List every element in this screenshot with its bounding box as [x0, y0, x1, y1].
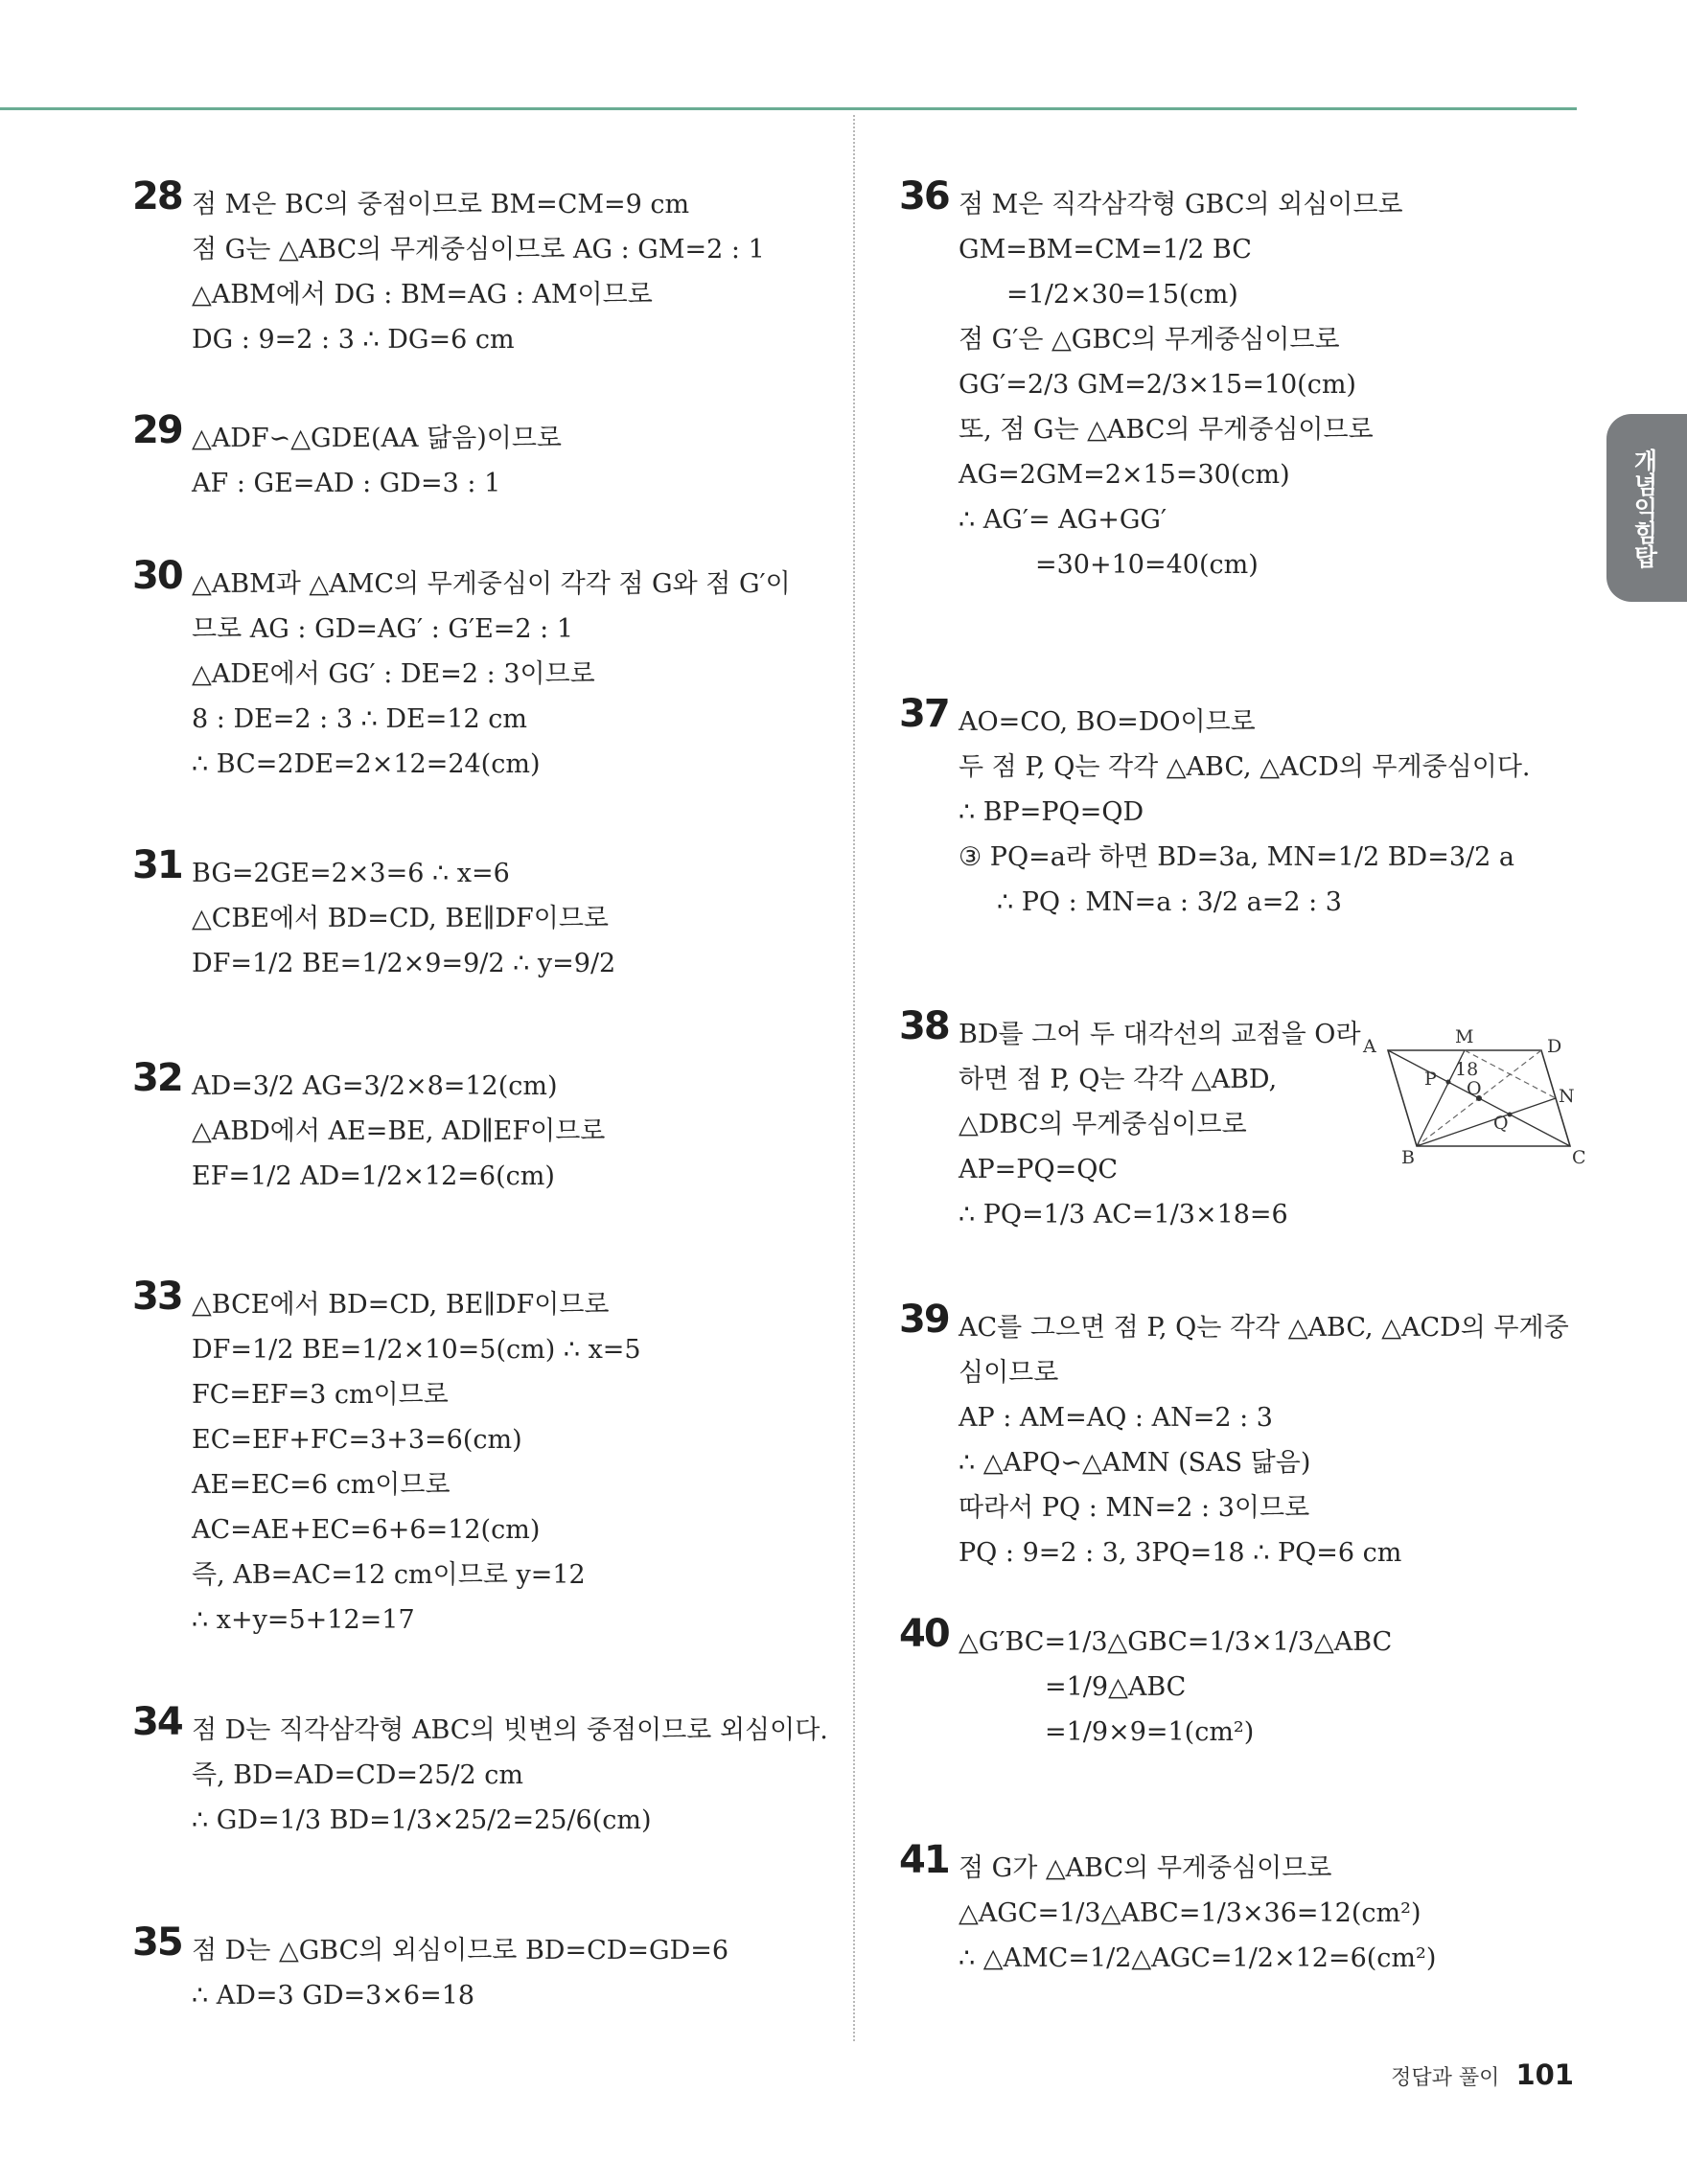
problem-number: 31	[132, 843, 182, 887]
solution-line: 점 D는 직각삼각형 ABC의 빗변의 중점이므로 외심이다.	[192, 1715, 828, 1745]
label-b: B	[1401, 1147, 1415, 1168]
problem-33	[132, 1275, 832, 1708]
column-divider	[853, 115, 855, 2041]
top-rule	[0, 107, 1577, 110]
solution-line: ∴ AD=3 GD=3×6=18	[192, 1981, 475, 2011]
problem-31	[132, 843, 832, 1064]
solution-line: △ADF∽△GDE(AA 닮음)이므로	[192, 424, 563, 453]
solution-line: 하면 점 P, Q는 각각 △ABD,	[959, 1065, 1278, 1094]
label-d: D	[1547, 1036, 1562, 1057]
solution-line: 8 : DE=2 : 3 ∴ DE=12 cm	[192, 704, 528, 734]
problem-number: 32	[132, 1056, 182, 1100]
solution-line: ∴ x+y=5+12=17	[192, 1605, 415, 1635]
problem-35	[132, 1920, 832, 2024]
solution-line: AF : GE=AD : GD=3 : 1	[192, 469, 501, 498]
problem-37	[899, 692, 1589, 1012]
solution-line: 따라서 PQ : MN=2 : 3이므로	[959, 1493, 1310, 1523]
solution-line: △AGC=1/3△ABC=1/3×36=12(cm²)	[959, 1898, 1421, 1928]
solution-line: 므로 AG : GD=AG′ : G′E=2 : 1	[192, 614, 574, 644]
problem-number: 39	[899, 1298, 949, 1342]
solution-line: =1/9△ABC	[1045, 1672, 1187, 1702]
solution-line: EF=1/2 AD=1/2×12=6(cm)	[192, 1161, 555, 1191]
problem-41	[899, 1838, 1589, 1989]
solution-line: 즉, AB=AC=12 cm이므로 y=12	[192, 1560, 586, 1590]
solution-line: △ADE에서 GG′ : DE=2 : 3이므로	[192, 659, 595, 689]
solution-line: △ABM에서 DG : BM=AG : AM이므로	[192, 280, 653, 310]
solution-line: AP=PQ=QC	[959, 1155, 1119, 1184]
problem-30	[132, 554, 832, 851]
label-18: 18	[1455, 1059, 1479, 1080]
solution-line: GM=BM=CM=1/2 BC	[959, 235, 1252, 264]
problem-number: 34	[132, 1700, 182, 1744]
solution-line: ∴ △AMC=1/2△AGC=1/2×12=6(cm²)	[959, 1943, 1437, 1973]
label-p: P	[1424, 1069, 1437, 1090]
solution-line: AO=CO, BO=DO이므로	[959, 707, 1256, 737]
solution-line: =1/9×9=1(cm²)	[1045, 1717, 1255, 1747]
problem-number: 35	[132, 1920, 182, 1965]
solution-line: 또, 점 G는 △ABC의 무게중심이므로	[959, 415, 1374, 445]
label-o: O	[1467, 1078, 1482, 1099]
label-c: C	[1572, 1147, 1586, 1168]
solution-line: △ABM과 △AMC의 무게중심이 각각 점 G와 점 G′이	[192, 569, 791, 599]
solution-line: 두 점 P, Q는 각각 △ABC, △ACD의 무게중심이다.	[959, 752, 1531, 782]
label-n: N	[1559, 1086, 1575, 1107]
solution-line: FC=EF=3 cm이므로	[192, 1380, 449, 1410]
problem-number: 28	[132, 174, 182, 218]
point-p	[1446, 1080, 1451, 1085]
solution-line: DF=1/2 BE=1/2×10=5(cm) ∴ x=5	[192, 1335, 641, 1365]
solution-line: △ABD에서 AE=BE, AD∥EF이므로	[192, 1116, 606, 1146]
footer-section-title: 정답과 풀이	[1391, 2066, 1500, 2090]
solution-line: 점 M은 직각삼각형 GBC의 외심이므로	[959, 190, 1403, 219]
solution-line: 점 D는 △GBC의 외심이므로 BD=CD=GD=6	[192, 1936, 729, 1966]
solution-line: 점 G가 △ABC의 무게중심이므로	[959, 1853, 1332, 1883]
solution-line: 점 G′은 △GBC의 무게중심이므로	[959, 325, 1340, 355]
chapter-tab-label: 개념익힘탑	[1630, 448, 1658, 568]
solution-line: 점 M은 BC의 중점이므로 BM=CM=9 cm	[192, 190, 690, 219]
solution-line: =1/2×30=15(cm)	[1006, 280, 1238, 310]
solution-line: AD=3/2 AG=3/2×8=12(cm)	[192, 1071, 558, 1101]
parallelogram-figure	[1359, 1023, 1589, 1169]
solution-line: ③ PQ=a라 하면 BD=3a, MN=1/2 BD=3/2 a	[959, 842, 1514, 872]
problem-number: 33	[132, 1275, 182, 1319]
solution-line: AP : AM=AQ : AN=2 : 3	[959, 1403, 1273, 1433]
problem-28	[132, 174, 832, 416]
solution-line: AG=2GM=2×15=30(cm)	[959, 460, 1290, 490]
solution-line: DF=1/2 BE=1/2×9=9/2 ∴ y=9/2	[192, 949, 616, 978]
solution-line: △BCE에서 BD=CD, BE∥DF이므로	[192, 1290, 610, 1320]
left-column	[132, 174, 832, 2024]
solution-line: AC=AE+EC=6+6=12(cm)	[192, 1515, 541, 1545]
problem-number: 36	[899, 174, 949, 218]
solution-line: DG : 9=2 : 3 ∴ DG=6 cm	[192, 325, 515, 355]
solution-line: GG′=2/3 GM=2/3×15=10(cm)	[959, 370, 1356, 400]
solution-line: ∴ △APQ∽△AMN (SAS 닮음)	[959, 1448, 1311, 1478]
solution-line: 심이므로	[959, 1358, 1059, 1388]
solution-line: PQ : 9=2 : 3, 3PQ=18 ∴ PQ=6 cm	[959, 1538, 1402, 1568]
solution-line: ∴ PQ=1/3 AC=1/3×18=6	[959, 1200, 1288, 1230]
solution-line: AE=EC=6 cm이므로	[192, 1470, 451, 1500]
problem-number: 40	[899, 1612, 949, 1656]
problem-number: 29	[132, 408, 182, 452]
label-q: Q	[1493, 1113, 1509, 1134]
problem-number: 37	[899, 692, 949, 736]
problem-39	[899, 1298, 1589, 1620]
solution-line: 즉, BD=AD=CD=25/2 cm	[192, 1760, 523, 1790]
label-a: A	[1363, 1036, 1376, 1057]
solution-line: ∴ GD=1/3 BD=1/3×25/2=25/6(cm)	[192, 1805, 652, 1835]
solution-line: ∴ PQ : MN=a : 3/2 a=2 : 3	[997, 887, 1342, 917]
solution-line: △CBE에서 BD=CD, BE∥DF이므로	[192, 904, 609, 933]
page-footer	[1391, 2058, 1574, 2091]
solution-line: ∴ AG′= AG+GG′	[959, 505, 1167, 535]
label-m: M	[1455, 1026, 1474, 1047]
solution-line: ∴ BP=PQ=QD	[959, 797, 1144, 827]
solution-line: △DBC의 무게중심이므로	[959, 1110, 1247, 1139]
solution-line: BG=2GE=2×3=6 ∴ x=6	[192, 859, 510, 888]
problem-number: 41	[899, 1838, 949, 1882]
solution-line: △G′BC=1/3△GBC=1/3×1/3△ABC	[959, 1627, 1393, 1657]
problem-number: 38	[899, 1004, 949, 1048]
problem-number: 30	[132, 554, 182, 598]
problem-40	[899, 1612, 1589, 1846]
solution-line: 점 G는 △ABC의 무게중심이므로 AG : GM=2 : 1	[192, 235, 765, 264]
solution-line: BD를 그어 두 대각선의 교점을 O라	[959, 1020, 1361, 1049]
solution-line: =30+10=40(cm)	[1035, 550, 1259, 580]
solution-line: AC를 그으면 점 P, Q는 각각 △ABC, △ACD의 무게중	[959, 1313, 1569, 1343]
problem-32	[132, 1056, 832, 1282]
problem-36	[899, 174, 1589, 700]
page-number: 101	[1515, 2058, 1574, 2091]
problem-29	[132, 408, 832, 562]
solution-line: ∴ BC=2DE=2×12=24(cm)	[192, 749, 541, 779]
solution-line: EC=EF+FC=3+3=6(cm)	[192, 1425, 522, 1455]
problem-34	[132, 1700, 832, 1928]
